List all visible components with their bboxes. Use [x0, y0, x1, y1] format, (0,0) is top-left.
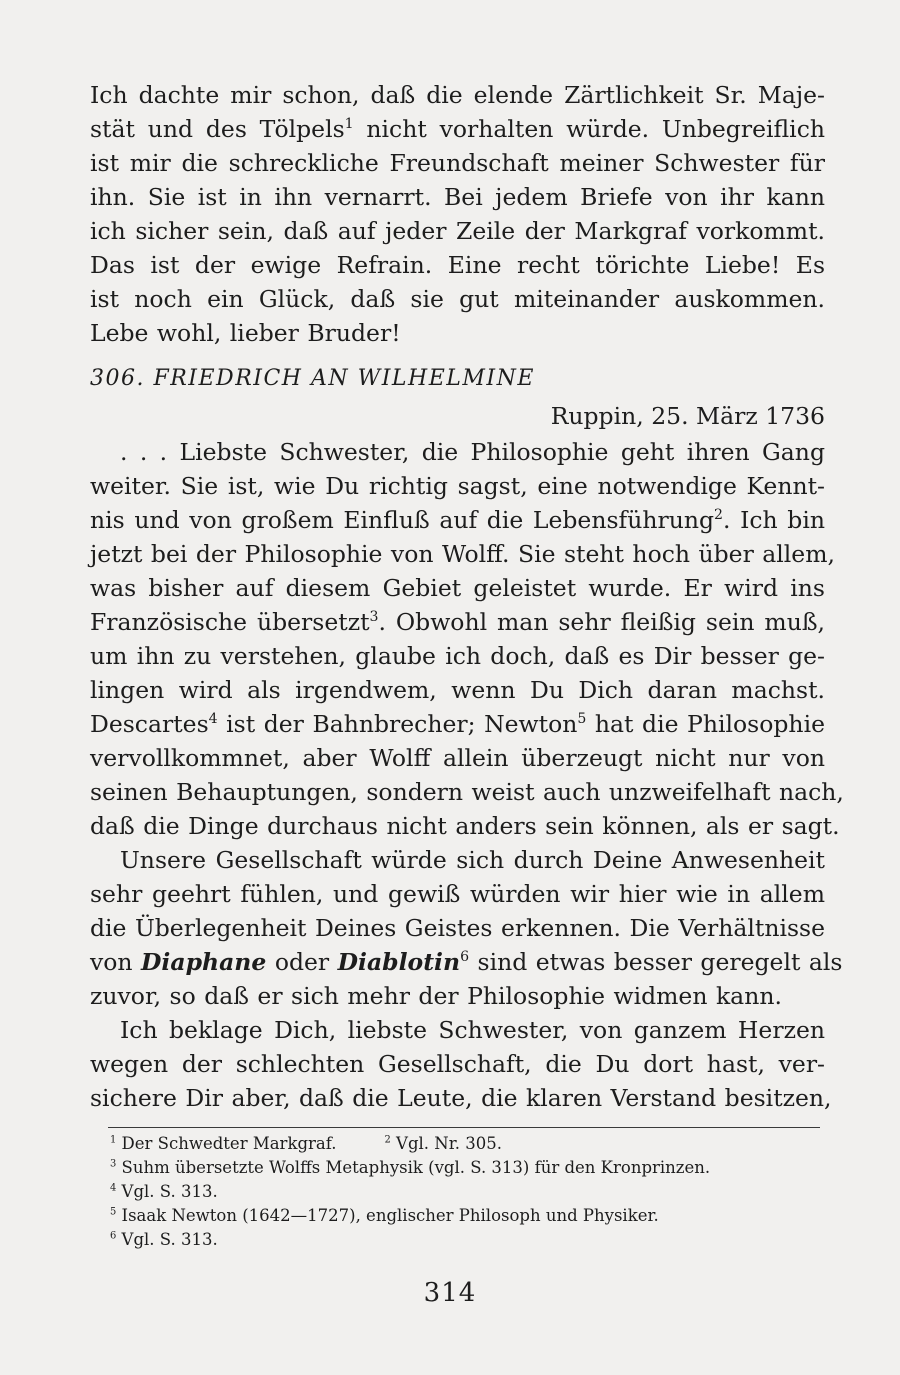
- text-line: vervollkommnet, aber Wolff allein überzeugt nicht nur von: [90, 744, 825, 772]
- text-line: nis und von großem Einfluß auf die Lebensführung$^2$. Ich bin: [90, 506, 826, 534]
- dateline: Ruppin, 25. März 1736: [550, 402, 825, 430]
- text-line: Das ist der ewige Refrain. Eine recht törichte Liebe! Es: [90, 251, 825, 279]
- text-line: Lebe wohl, lieber Bruder!: [90, 319, 401, 347]
- footnote-divider: [108, 1127, 820, 1128]
- footnote-1-2: $^1$ Der Schwedter Markgraf. $^2$ Vgl. Nr. 305.: [110, 1134, 503, 1153]
- text-line: weiter. Sie ist, wie Du richtig sagst, eine notwendige Kennt-: [90, 472, 825, 500]
- footnote-4: $^4$ Vgl. S. 313.: [110, 1182, 218, 1201]
- page-body: [90, 78, 844, 1115]
- footnote-ref[interactable]: 6: [460, 949, 470, 966]
- text-line: Ich beklage Dich, liebste Schwester, von ganzem Herzen: [120, 1016, 825, 1044]
- footnote-6: $^6$ Vgl. S. 313.: [110, 1230, 218, 1249]
- footnote-3: $^3$ Suhm übersetzte Wolffs Metaphysik (vgl. S. 313) für den Kronprinzen.: [110, 1158, 711, 1177]
- text-line: um ihn zu verstehen, glaube ich doch, daß es Dir besser ge-: [90, 642, 825, 670]
- text-line: zuvor, so daß er sich mehr der Philosophie widmen kann.: [90, 982, 782, 1010]
- text-line: Französische übersetzt$^3$. Obwohl man sehr fleißig sein muß,: [90, 608, 826, 636]
- letter-heading: 306. FRIEDRICH AN WILHELMINE: [90, 366, 535, 391]
- text-line: was bisher auf diesem Gebiet geleistet wurde. Er wird ins: [90, 574, 825, 602]
- text-line: daß die Dinge durchaus nicht anders sein können, als er sagt.: [90, 812, 840, 840]
- footnote-ref[interactable]: 2: [714, 507, 724, 524]
- footnotes: [110, 1132, 830, 1252]
- text-line: von Diaphane oder Diablotin$^6$ sind etwas besser geregelt als: [90, 948, 843, 976]
- footnote-ref[interactable]: 4: [208, 711, 218, 728]
- text-line: jetzt bei der Philosophie von Wolff. Sie steht hoch über allem,: [90, 540, 835, 568]
- text-line: stät und des Tölpels$^1$ nicht vorhalten würde. Unbegreiflich: [90, 115, 825, 143]
- paragraph-1: [90, 78, 825, 350]
- text-line: ihn. Sie ist in ihn vernarrt. Bei jedem Briefe von ihr kann: [90, 183, 825, 211]
- paragraph-2: [90, 435, 844, 843]
- text-line: ich sicher sein, daß auf jeder Zeile der Markgraf vorkommt.: [90, 217, 825, 245]
- paragraph-4: [90, 1013, 832, 1115]
- text-line: Descartes$^4$ ist der Bahnbrecher; Newton$^5$ hat die Philosophie: [90, 710, 825, 738]
- text-line: die Überlegenheit Deines Geistes erkennen. Die Verhältnisse: [90, 914, 825, 942]
- text-line: wegen der schlechten Gesellschaft, die Du dort hast, ver-: [90, 1050, 825, 1078]
- paragraph-3: [90, 843, 843, 1013]
- name-diaphane: Diaphane: [141, 948, 267, 976]
- text-line: Ich dachte mir schon, daß die elende Zärtlichkeit Sr. Maje-: [90, 81, 825, 109]
- footnote-ref[interactable]: 1: [344, 116, 354, 133]
- name-diablotin: Diablotin: [337, 948, 461, 976]
- footnote-ref[interactable]: 3: [369, 609, 379, 626]
- text-line: ist mir die schreckliche Freundschaft meiner Schwester für: [90, 149, 825, 177]
- text-line: . . . Liebste Schwester, die Philosophie geht ihren Gang: [120, 438, 825, 466]
- text-line: lingen wird als irgendwem, wenn Du Dich daran machst.: [90, 676, 825, 704]
- text-line: seinen Behauptungen, sondern weist auch unzweifelhaft nach,: [90, 778, 844, 806]
- footnote-ref[interactable]: 5: [577, 711, 587, 728]
- text-line: ist noch ein Glück, daß sie gut miteinander auskommen.: [90, 285, 825, 313]
- text-line: Unsere Gesellschaft würde sich durch Deine Anwesenheit: [120, 846, 825, 874]
- text-line: sehr geehrt fühlen, und gewiß würden wir hier wie in allem: [90, 880, 825, 908]
- footnote-5: $^5$ Isaak Newton (1642—1727), englischer Philosoph und Physiker.: [110, 1206, 659, 1225]
- page-number: 314: [423, 1278, 477, 1308]
- text-line: sichere Dir aber, daß die Leute, die klaren Verstand besitzen,: [90, 1084, 832, 1112]
